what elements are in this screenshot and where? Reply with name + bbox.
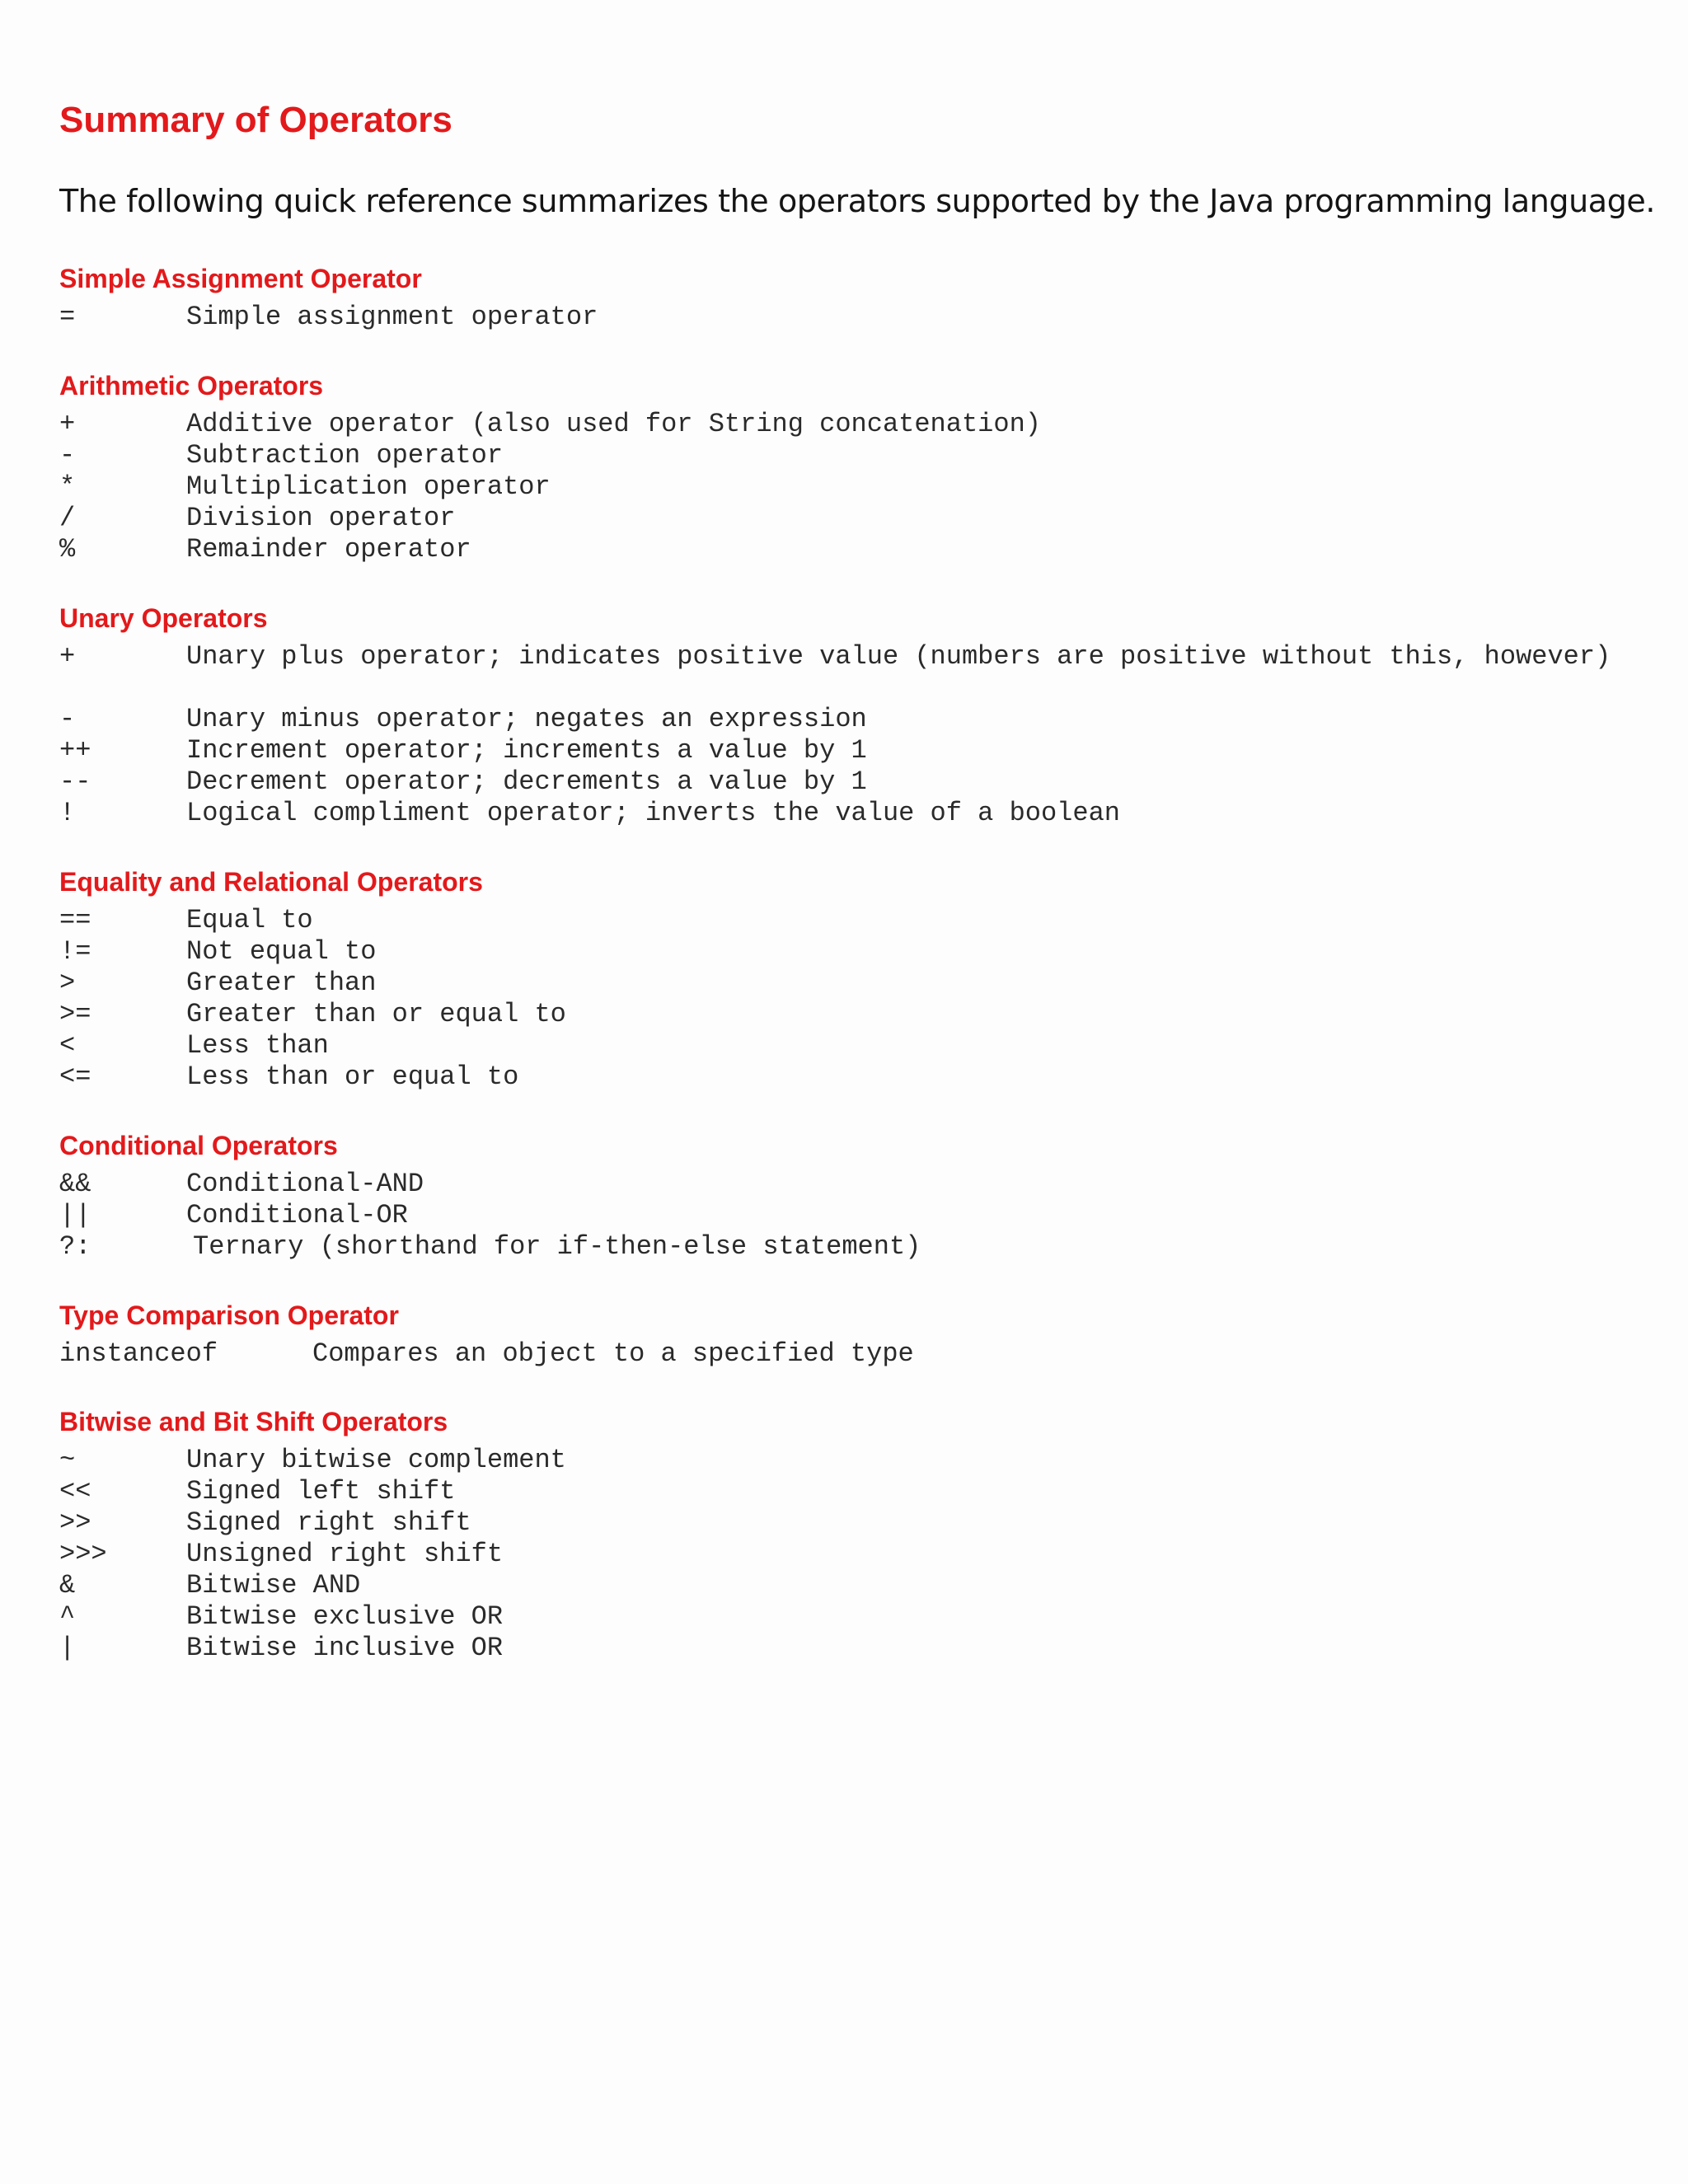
operator-list — [59, 1445, 1642, 1664]
operator-row — [59, 1633, 1642, 1664]
operator-description: Unsigned right shift — [186, 1539, 504, 1569]
operator-list — [59, 1338, 1642, 1370]
operator-list — [59, 409, 1642, 565]
operator-symbol: <= — [59, 1062, 91, 1092]
operator-row — [59, 1539, 1642, 1570]
operator-description: Unary minus operator; negates an expression — [186, 704, 867, 734]
section-equality-relational — [59, 865, 1642, 1093]
operator-description: Multiplication operator — [186, 471, 551, 502]
operator-description: Less than or equal to — [186, 1062, 519, 1092]
operator-symbol: - — [59, 440, 76, 471]
operator-description: Simple assignment operator — [186, 302, 598, 332]
operator-description: Bitwise AND — [186, 1570, 361, 1601]
operator-row — [59, 1476, 1642, 1507]
section-heading: Equality and Relational Operators — [59, 867, 483, 897]
operator-list — [59, 302, 1642, 333]
operator-symbol: + — [59, 409, 76, 439]
operator-description: Less than — [186, 1030, 329, 1061]
operator-row — [59, 1231, 1642, 1263]
operator-symbol: ^ — [59, 1601, 76, 1632]
operator-row — [59, 409, 1642, 440]
operator-description: Compares an object to a specified type — [312, 1338, 914, 1369]
operator-symbol: ?: — [59, 1231, 91, 1262]
operator-description: Ternary (shorthand for if-then-else statement) — [193, 1231, 921, 1262]
operator-symbol: -- — [59, 766, 91, 797]
operator-row — [59, 302, 1642, 333]
section-heading: Arithmetic Operators — [59, 371, 324, 401]
operator-description: Equal to — [186, 905, 313, 935]
section-heading: Bitwise and Bit Shift Operators — [59, 1407, 448, 1436]
operator-row — [59, 735, 1642, 766]
section-heading: Type Comparison Operator — [59, 1301, 399, 1330]
section-simple-assignment — [59, 262, 1642, 333]
operator-symbol: ++ — [59, 735, 91, 766]
operator-list — [59, 1169, 1642, 1263]
operator-description: Increment operator; increments a value by 1 — [186, 735, 867, 766]
section-unary — [59, 602, 1642, 829]
operator-symbol: >>> — [59, 1539, 107, 1569]
operator-description: Signed left shift — [186, 1476, 456, 1507]
operator-description: Bitwise exclusive OR — [186, 1601, 504, 1632]
operator-row — [59, 999, 1642, 1030]
operator-description: Conditional-AND — [186, 1169, 424, 1199]
operator-symbol: * — [59, 471, 76, 502]
operator-row — [59, 1601, 1642, 1633]
operator-description: Conditional-OR — [186, 1200, 408, 1230]
operator-description: Remainder operator — [186, 534, 471, 565]
operator-row — [59, 471, 1642, 503]
operator-description: Unary plus operator; indicates positive value (numbers are positive without this, however) — [186, 641, 1611, 672]
operator-description: Greater than or equal to — [186, 999, 566, 1029]
operator-symbol: ! — [59, 798, 76, 828]
page-title: Summary of Operators — [59, 100, 452, 140]
operator-symbol: ~ — [59, 1445, 76, 1475]
operator-row — [59, 1169, 1642, 1200]
operator-row — [59, 1030, 1642, 1062]
operator-symbol: << — [59, 1476, 91, 1507]
operator-row — [59, 641, 1642, 704]
operator-description: Greater than — [186, 968, 377, 998]
operator-symbol: >> — [59, 1507, 91, 1538]
section-type-comparison — [59, 1299, 1642, 1370]
section-heading: Unary Operators — [59, 603, 268, 633]
operator-symbol: + — [59, 641, 76, 672]
operator-row — [59, 766, 1642, 798]
operator-symbol: | — [59, 1633, 76, 1663]
operator-description: Additive operator (also used for String concatenation) — [186, 409, 1041, 439]
section-heading: Conditional Operators — [59, 1131, 338, 1160]
operator-row — [59, 1062, 1642, 1093]
operator-description: Signed right shift — [186, 1507, 471, 1538]
operator-symbol: < — [59, 1030, 76, 1061]
section-conditional — [59, 1129, 1642, 1263]
operator-symbol: instanceof — [59, 1338, 218, 1369]
operator-symbol: & — [59, 1570, 76, 1601]
operator-symbol: || — [59, 1200, 91, 1230]
operator-symbol: > — [59, 968, 76, 998]
operator-description: Division operator — [186, 503, 456, 533]
operator-row — [59, 503, 1642, 534]
operator-symbol: / — [59, 503, 76, 533]
operator-row — [59, 968, 1642, 999]
operator-row — [59, 798, 1642, 829]
operator-description: Decrement operator; decrements a value by 1 — [186, 766, 867, 797]
operator-row — [59, 1200, 1642, 1231]
operator-description: Bitwise inclusive OR — [186, 1633, 504, 1663]
operator-symbol: - — [59, 704, 76, 734]
operator-row — [59, 1445, 1642, 1476]
operator-symbol: = — [59, 302, 76, 332]
operator-row — [59, 905, 1642, 936]
operator-description: Unary bitwise complement — [186, 1445, 566, 1475]
operator-row — [59, 936, 1642, 968]
operator-symbol: >= — [59, 999, 91, 1029]
operator-symbol: == — [59, 905, 91, 935]
operator-symbol: && — [59, 1169, 91, 1199]
operator-description: Not equal to — [186, 936, 377, 967]
operator-symbol: % — [59, 534, 76, 565]
operator-row — [59, 440, 1642, 471]
operator-description: Logical compliment operator; inverts the value of a boolean — [186, 798, 1120, 828]
section-arithmetic — [59, 369, 1642, 565]
section-bitwise — [59, 1405, 1642, 1664]
operator-row — [59, 1570, 1642, 1601]
operator-row — [59, 1507, 1642, 1539]
operator-list — [59, 905, 1642, 1093]
section-heading: Simple Assignment Operator — [59, 264, 422, 293]
operator-row — [59, 1338, 1642, 1370]
operator-list — [59, 641, 1642, 829]
intro-paragraph: The following quick reference summarizes the operators supported by the Java programming language. — [59, 183, 1656, 219]
operator-row — [59, 704, 1642, 735]
operator-description: Subtraction operator — [186, 440, 504, 471]
operator-symbol: != — [59, 936, 91, 967]
operator-row — [59, 534, 1642, 565]
